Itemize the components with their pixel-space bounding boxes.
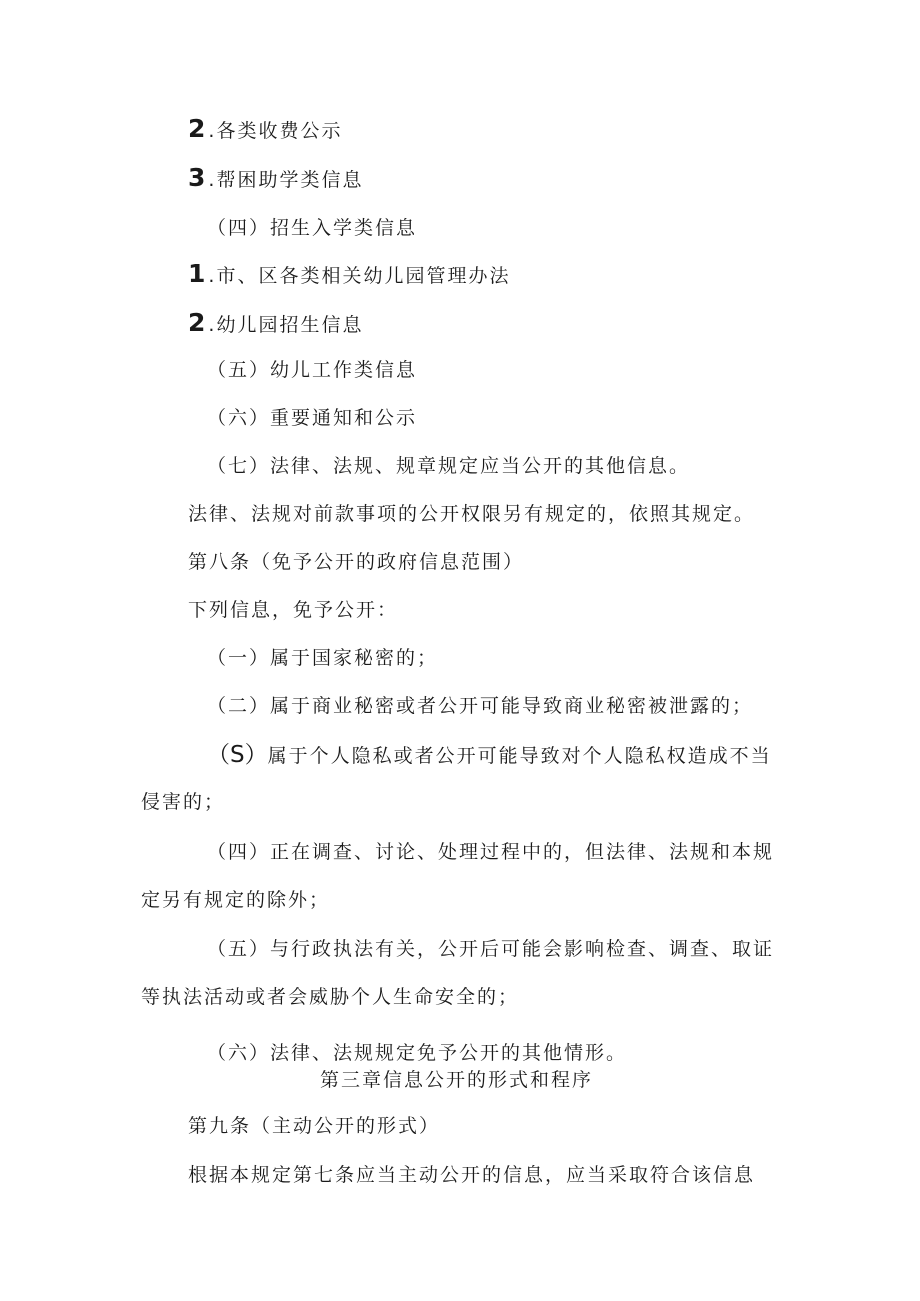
section-heading: （四）招生入学类信息 bbox=[207, 217, 418, 239]
section-heading: （五）幼儿工作类信息 bbox=[207, 359, 418, 381]
list-item bbox=[188, 114, 343, 143]
list-item: （五）与行政执法有关，公开后可能会影响检查、调查、取证 bbox=[207, 938, 775, 960]
item-text: .各类收费公示 bbox=[208, 120, 343, 142]
list-item bbox=[188, 163, 364, 192]
list-item: （四）正在调查、讨论、处理过程中的，但法律、法规和本规 bbox=[207, 841, 775, 863]
paragraph-continuation: 定另有规定的除外； bbox=[141, 889, 331, 911]
item-number: 3 bbox=[188, 163, 206, 192]
list-item: （二）属于商业秘密或者公开可能导致商业秘密被泄露的； bbox=[207, 695, 754, 717]
paragraph: 下列信息，免予公开： bbox=[188, 599, 399, 621]
list-item bbox=[188, 308, 364, 337]
list-item: （一）属于国家秘密的； bbox=[207, 647, 439, 669]
item-prefix: （S） bbox=[207, 742, 268, 768]
article-heading: 第九条（主动公开的形式） bbox=[188, 1115, 441, 1137]
list-item: （六）法律、法规规定免予公开的其他情形。 bbox=[207, 1042, 628, 1064]
list-item bbox=[207, 743, 772, 768]
item-text: .市、区各类相关幼儿园管理办法 bbox=[208, 265, 511, 287]
item-text: 属于个人隐私或者公开可能导致对个人隐私权造成不当 bbox=[267, 745, 772, 767]
item-text: .帮困助学类信息 bbox=[208, 169, 364, 191]
item-number: 1 bbox=[188, 259, 206, 288]
item-text: .幼儿园招生信息 bbox=[208, 314, 364, 336]
list-item bbox=[188, 259, 511, 288]
item-number: 2 bbox=[188, 308, 206, 337]
paragraph-continuation: 等执法活动或者会威胁个人生命安全的； bbox=[141, 986, 520, 1008]
chapter-title: 第三章信息公开的形式和程序 bbox=[320, 1069, 594, 1091]
section-heading: （七）法律、法规、规章规定应当公开的其他信息。 bbox=[207, 455, 691, 477]
paragraph-continuation: 侵害的； bbox=[141, 791, 226, 813]
paragraph: 根据本规定第七条应当主动公开的信息，应当采取符合该信息 bbox=[188, 1164, 756, 1186]
article-heading: 第八条（免予公开的政府信息范围） bbox=[188, 551, 525, 573]
paragraph: 法律、法规对前款事项的公开权限另有规定的，依照其规定。 bbox=[188, 503, 756, 525]
section-heading: （六）重要通知和公示 bbox=[207, 407, 418, 429]
item-number: 2 bbox=[188, 114, 206, 143]
